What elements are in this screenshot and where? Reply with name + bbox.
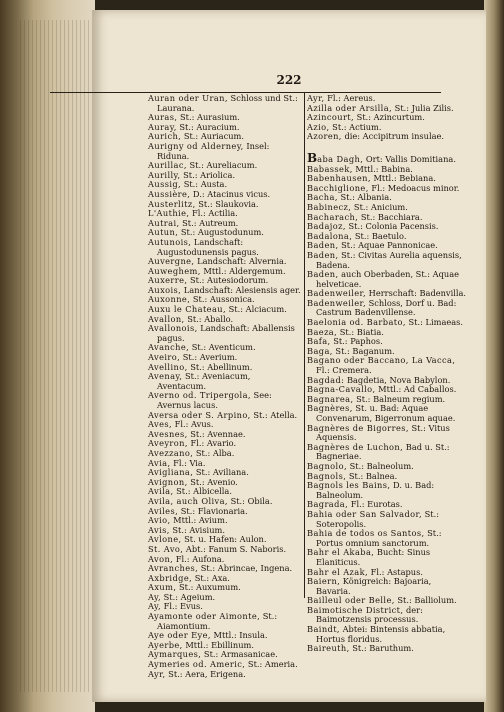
entry-headword: Aveiro, [148, 352, 181, 363]
dictionary-entry [307, 404, 468, 423]
dictionary-entry [148, 391, 301, 410]
entry-definition: D. u. Bad: Balneolum. [316, 480, 435, 500]
entry-headword: Ayerbe, [148, 639, 183, 650]
entry-definition: St. u. Hafen: Aulon. [181, 534, 267, 545]
entry-headword: Auras, [148, 112, 178, 123]
entry-definition: St.: Civitas Aurelia aquensis, Badena. [316, 249, 462, 270]
entry-headword: Bagrada, [307, 499, 349, 510]
entry-headword: Babassek, [307, 163, 353, 174]
dictionary-entry [148, 238, 301, 257]
entry-definition: Fl.: Medoacus minor. [368, 182, 460, 193]
dictionary-entry [307, 625, 468, 644]
entry-headword: Baden, [307, 269, 339, 280]
entry-headword: Aversa oder S. Arpino, [148, 409, 251, 420]
entry-headword: Autunois, [148, 236, 192, 247]
entry-headword: Avlone, [148, 534, 182, 545]
entry-definition: Mttl.: Ad Caballos. [375, 384, 457, 395]
entry-headword: Aviles, [148, 505, 179, 516]
entry-headword: Badajoz, [307, 221, 346, 232]
entry-definition: St. u. Bad: Aquae Convenarum, Bigerronum aquae. [316, 403, 456, 423]
entry-headword: Bahr el Azak, [307, 566, 369, 577]
entry-headword: Azoren, [307, 131, 342, 142]
entry-headword: Bagnolo, [307, 460, 347, 471]
entry-definition: St.: Paphos. [330, 336, 383, 347]
entry-headword: Bahia de todos os Santos, [307, 528, 425, 539]
entry-definition: St.: Portus omnium sanctorum. [316, 528, 442, 548]
dictionary-entry [307, 270, 468, 289]
dictionary-entry [307, 510, 468, 529]
dictionary-entry [307, 606, 468, 625]
entry-definition: St.: Atella. [250, 409, 298, 420]
entry-definition: St.: Balnea. [346, 470, 398, 481]
entry-headword: Auran oder Uran, [148, 93, 228, 103]
entry-headword: Baimotische District, [307, 604, 404, 615]
entry-headword: Baireuth, [307, 643, 350, 654]
entry-definition: St.: Obila. [227, 495, 273, 506]
entry-headword: Aussière, [148, 188, 191, 199]
entry-headword: Bagdad: [307, 374, 345, 385]
entry-definition: St.: Bacchiara. [358, 211, 423, 222]
entry-headword: Avanche, [148, 342, 190, 353]
entry-definition: Fl.: Actilia. [189, 208, 238, 219]
entry-headword: Bacchiglione, [307, 182, 369, 193]
entry-definition: St.: Ameria. [245, 659, 298, 670]
entry-definition: St.: Biatia. [337, 326, 384, 337]
entry-headword: Auxerre, [148, 275, 188, 286]
entry-headword: Bacharach, [307, 211, 359, 222]
dictionary-entry [307, 548, 468, 567]
entry-headword: Aye oder Eye, [148, 630, 211, 641]
entry-headword: Aymeries od. Americ, [148, 659, 246, 670]
dictionary-entry [307, 644, 468, 654]
page-edges [20, 20, 90, 692]
entry-definition: auch Oberbaden, St.: Aquae helveticae. [316, 269, 460, 289]
entry-headword: Avia, [148, 457, 171, 468]
entry-definition: St.: Aventicum. [189, 342, 256, 353]
entry-definition: St.: Aussonica. [190, 294, 255, 305]
entry-headword: Austerlitz, [148, 198, 196, 209]
entry-headword: Auweghem, [148, 265, 201, 276]
entry-headword: Avesnes, [148, 428, 188, 439]
entry-definition: St.: Avisium. [169, 524, 225, 535]
entry-headword: Bahr el Akaba, [307, 547, 375, 558]
entry-definition: St.: Aviliana. [193, 467, 249, 478]
entry-headword: Badalona, [307, 230, 353, 241]
entry-definition: Fl.: Avus. [172, 419, 214, 430]
entry-headword: Bagnères, [307, 403, 353, 414]
entry-headword: Bagnols les Bains, [307, 480, 391, 491]
book-gutter [0, 0, 95, 712]
column-divider [304, 93, 305, 598]
entry-definition: St.: Albania. [337, 192, 392, 203]
entry-headword: Avila, [148, 486, 174, 497]
entry-headword: Ayr, [148, 668, 166, 679]
entry-headword: Avallonois, [148, 323, 198, 334]
entry-headword: Bagnères de Luchon, [307, 441, 404, 452]
entry-headword: Auxonne, [148, 294, 191, 305]
dictionary-entry [148, 324, 301, 343]
entry-headword: Ayamonte oder Aimonte, [148, 611, 261, 622]
entry-headword: Avellino, [148, 361, 188, 372]
entry-definition: Ort: Vallis Domitiana. [363, 153, 456, 164]
entry-definition: St.: Ariolica. [180, 169, 236, 180]
entry-headword: Aurillac, [148, 160, 187, 171]
entry-definition: Insel: Riduna. [157, 140, 270, 161]
entry-definition: St.: Avennae. [187, 428, 246, 439]
entry-definition: St.: Balneolum. [346, 460, 414, 471]
entry-definition: St.: Baruthum. [349, 643, 414, 654]
entry-definition: Landschaft: Alvernia. [194, 256, 287, 267]
entry-headword: Auxois, [148, 284, 182, 295]
entry-headword: Averno od. Tripergola, [148, 390, 251, 401]
dictionary-entry [307, 299, 468, 318]
entry-headword: Aussig, [148, 179, 182, 190]
entry-definition: Landschaft: Augustodunensis pagus. [157, 236, 259, 257]
entry-definition: Bad u. St.: Bagneriae. [316, 441, 450, 462]
entry-headword: Baden, [307, 240, 339, 251]
entry-definition: St.: Balneum regium. [353, 393, 446, 404]
entry-headword: Auvergne, [148, 256, 195, 267]
entry-definition: St.: Julia Zilis. [392, 102, 454, 113]
entry-definition: St.: Armasanicae. [201, 649, 278, 660]
entry-definition: Fl.: Avario. [187, 438, 237, 449]
entry-definition: Fl.: Aereus. [324, 93, 376, 103]
entry-definition: Mttl.: Babina. [352, 163, 413, 174]
entry-headword: Avigliana, [148, 467, 194, 478]
entry-definition: St.: Aballo. [184, 313, 234, 324]
entry-definition: St.: Limaeas. [405, 317, 464, 328]
entry-headword: Ay, [148, 591, 162, 602]
entry-headword: Bagnols, [307, 470, 347, 481]
entry-headword: Babenhausen, [307, 173, 371, 184]
dictionary-entry [148, 372, 301, 391]
entry-headword: Baden, [307, 249, 339, 260]
entry-definition: See: Avernus lacus. [157, 390, 272, 410]
entry-headword: Avila, auch Oliva, [148, 495, 228, 506]
dictionary-entry [307, 577, 468, 596]
entry-definition: St.: Flavionaria. [178, 505, 248, 516]
dictionary-entry [307, 443, 468, 462]
section-initial: B [307, 150, 318, 165]
entry-definition: St.: Alciacum. [226, 304, 287, 315]
entry-definition: Bucht: Sinus Elaniticus. [316, 547, 431, 567]
entry-definition: St.: Colonia Pacensis. [345, 221, 439, 232]
entry-headword: Auxu le Chateau, [148, 304, 226, 315]
entry-definition: Herrschaft: Badenvilla. [366, 288, 467, 299]
page-number: 222 [276, 73, 302, 87]
entry-headword: Azio, [307, 121, 330, 132]
entry-headword: Avenay, [148, 371, 183, 382]
entry-definition: St.: Aureliacum. [186, 160, 258, 171]
dictionary-entry [307, 356, 468, 375]
entry-headword: Avon, [148, 553, 174, 564]
entry-definition: St.: Autesiodorum. [187, 275, 269, 286]
entry-definition: St.: Auxumum. [176, 582, 241, 593]
entry-headword: Auray, [148, 121, 177, 132]
entry-headword: Aurigny od Alderney, [148, 140, 244, 151]
entry-definition: St.: Autreum. [179, 217, 239, 228]
entry-definition: Fl.: Eurotas. [348, 499, 403, 510]
entry-definition: Bagdetia, Nova Babylon. [344, 374, 451, 385]
entry-definition: Schloss, Dorf u. Bad: Castrum Badenvillense. [316, 297, 457, 318]
entry-headword: Azincourt, [307, 112, 355, 123]
entry-definition: St.: Actium. [329, 121, 382, 132]
entry-definition: Fl.: Evus. [161, 601, 203, 612]
dictionary-entry [148, 670, 301, 680]
entry-definition: St.: Vitus Aquensis. [316, 422, 450, 443]
dictionary-entry [307, 251, 468, 270]
entry-headword: Axbridge, [148, 572, 193, 583]
entry-definition: St.: Auracium. [176, 121, 240, 132]
entry-headword: Bahia oder San Salvador, [307, 508, 422, 519]
right-column [307, 94, 468, 654]
entry-definition: St.: Aera, Erigena. [165, 668, 246, 679]
entry-definition: St.: Soteropolis. [316, 508, 439, 529]
entry-definition: St.: Ageium. [161, 591, 216, 602]
entry-headword: Badenweiler, [307, 297, 367, 308]
entry-definition: Fl.: Aufona. [173, 553, 225, 564]
entry-headword: Bafa, [307, 336, 331, 347]
entry-definition: St.: Aiamontium. [157, 611, 278, 631]
entry-headword: Baga, [307, 345, 333, 356]
entry-definition: Mttl.: Aldergemum. [200, 265, 286, 276]
entry-headword: Avio, [148, 515, 171, 526]
entry-definition: St.: Slaukovia. [195, 198, 259, 209]
entry-headword: Bagano oder Baccano, La Vacca, [307, 355, 456, 366]
entry-definition: St.: Baetulo. [352, 230, 407, 241]
entry-definition: Mttl.: Ebillinum. [182, 639, 254, 650]
entry-headword: Avis, [148, 524, 170, 535]
right-column-a-entries [307, 94, 468, 142]
entry-headword: Bagnarea, [307, 393, 354, 404]
dictionary-entry [148, 612, 301, 631]
entry-definition: Landschaft: Aballensis pagus. [157, 323, 295, 343]
entry-definition: St.: Aquae Pannonicae. [338, 240, 438, 251]
entry-headword: Babinecz, [307, 201, 352, 212]
entry-headword: Bagnères de Bigorres, [307, 422, 409, 433]
section-gap [307, 142, 468, 154]
entry-definition: Mttl.: Avium. [170, 515, 228, 526]
entry-definition: St.: Augustodunum. [178, 227, 264, 238]
entry-definition: St.: Anicium. [351, 201, 408, 212]
dictionary-entry [307, 481, 468, 500]
dictionary-entry [148, 94, 301, 113]
entry-headword: Aveyron, [148, 438, 188, 449]
entry-definition: Landschaft: Alesiensis ager. [181, 284, 301, 295]
entry-headword: Ay, [148, 601, 162, 612]
dictionary-entry [307, 529, 468, 548]
dictionary-entry [307, 424, 468, 443]
entry-definition: Abtei: Bintensis abbatia, Hortus floridus. [316, 624, 446, 644]
entry-headword: Autun, [148, 227, 179, 238]
entry-definition: D.: Atacinus vicus. [190, 188, 271, 199]
entry-definition: St.: Baganum. [332, 345, 395, 356]
entry-definition: Königreich: Bajoaria, Bavaria. [316, 576, 432, 596]
entry-definition: Mttl.: Bebiana. [370, 173, 436, 184]
entry-headword: Avranches, [148, 563, 199, 574]
left-column [148, 94, 301, 679]
entry-headword: Ayr, [307, 93, 325, 103]
entry-definition: Schloss und St.: Laurana. [157, 93, 298, 113]
entry-definition: der: Baimotzensis processus. [316, 604, 423, 625]
entry-headword: Bailleul oder Belle, [307, 595, 395, 606]
entry-definition: St.: Austa. [181, 179, 228, 190]
entry-definition: die: Accipitrum insulae. [341, 131, 445, 142]
entry-headword: Baiern, [307, 576, 341, 587]
right-column-b-entries [307, 150, 468, 654]
entry-headword: Avezzano, [148, 447, 194, 458]
entry-definition: Fl.: Astapus. [368, 566, 423, 577]
entry-headword: Baindt, [307, 624, 340, 635]
entry-definition: St.: Abrincae, Ingena. [198, 563, 293, 574]
entry-headword: Baeza, [307, 326, 338, 337]
entry-definition: Abt.: Fanum S. Naboris. [183, 543, 287, 554]
entry-headword: Azilla oder Arsilla, [307, 102, 393, 113]
entry-definition: St.: Alba. [193, 447, 235, 458]
entry-definition: St.: Abellinum. [187, 361, 253, 372]
entry-definition: St.: Albicella. [173, 486, 232, 497]
entry-definition: Fl.: Via. [170, 457, 206, 468]
dictionary-entry [148, 142, 301, 161]
entry-definition: St.: Avenio. [187, 476, 238, 487]
entry-headword: Autrai, [148, 217, 180, 228]
entry-definition: St.: Azincurtum. [354, 112, 425, 123]
entry-headword: Axum, [148, 582, 177, 593]
book-edge-right [484, 0, 504, 712]
entry-headword: Avallon, [148, 313, 185, 324]
entry-headword: St. Avo, [148, 543, 184, 554]
entry-definition: St.: Balliolum. [394, 595, 457, 606]
entry-definition: St.: Aurasium. [177, 112, 240, 123]
dictionary-entry [307, 132, 468, 142]
entry-definition: St.: Averium. [180, 352, 238, 363]
entry-definition: Mttl.: Insula. [210, 630, 268, 641]
entry-headword: Badenweiler, [307, 288, 367, 299]
entry-headword: Bacha, [307, 192, 338, 203]
entry-headword: aba Dagh, [317, 153, 364, 164]
entry-definition: Fl.: Cremera. [316, 365, 372, 376]
entry-definition: St.: Axa. [192, 572, 230, 583]
entry-headword: Baelonia od. Barbato, [307, 317, 406, 328]
entry-headword: Avignon, [148, 476, 188, 487]
entry-headword: Aurich, [148, 131, 182, 142]
entry-definition: St.: Auriacum. [181, 131, 244, 142]
entry-headword: Aves, [148, 419, 173, 430]
entry-headword: Bagna-Cavallo, [307, 384, 376, 395]
entry-definition: St.: Aveniacum, Aventacum. [157, 371, 251, 391]
entry-headword: L'Authie, [148, 208, 190, 219]
entry-headword: Aurilly, [148, 169, 181, 180]
entry-headword: Aymarques, [148, 649, 202, 660]
